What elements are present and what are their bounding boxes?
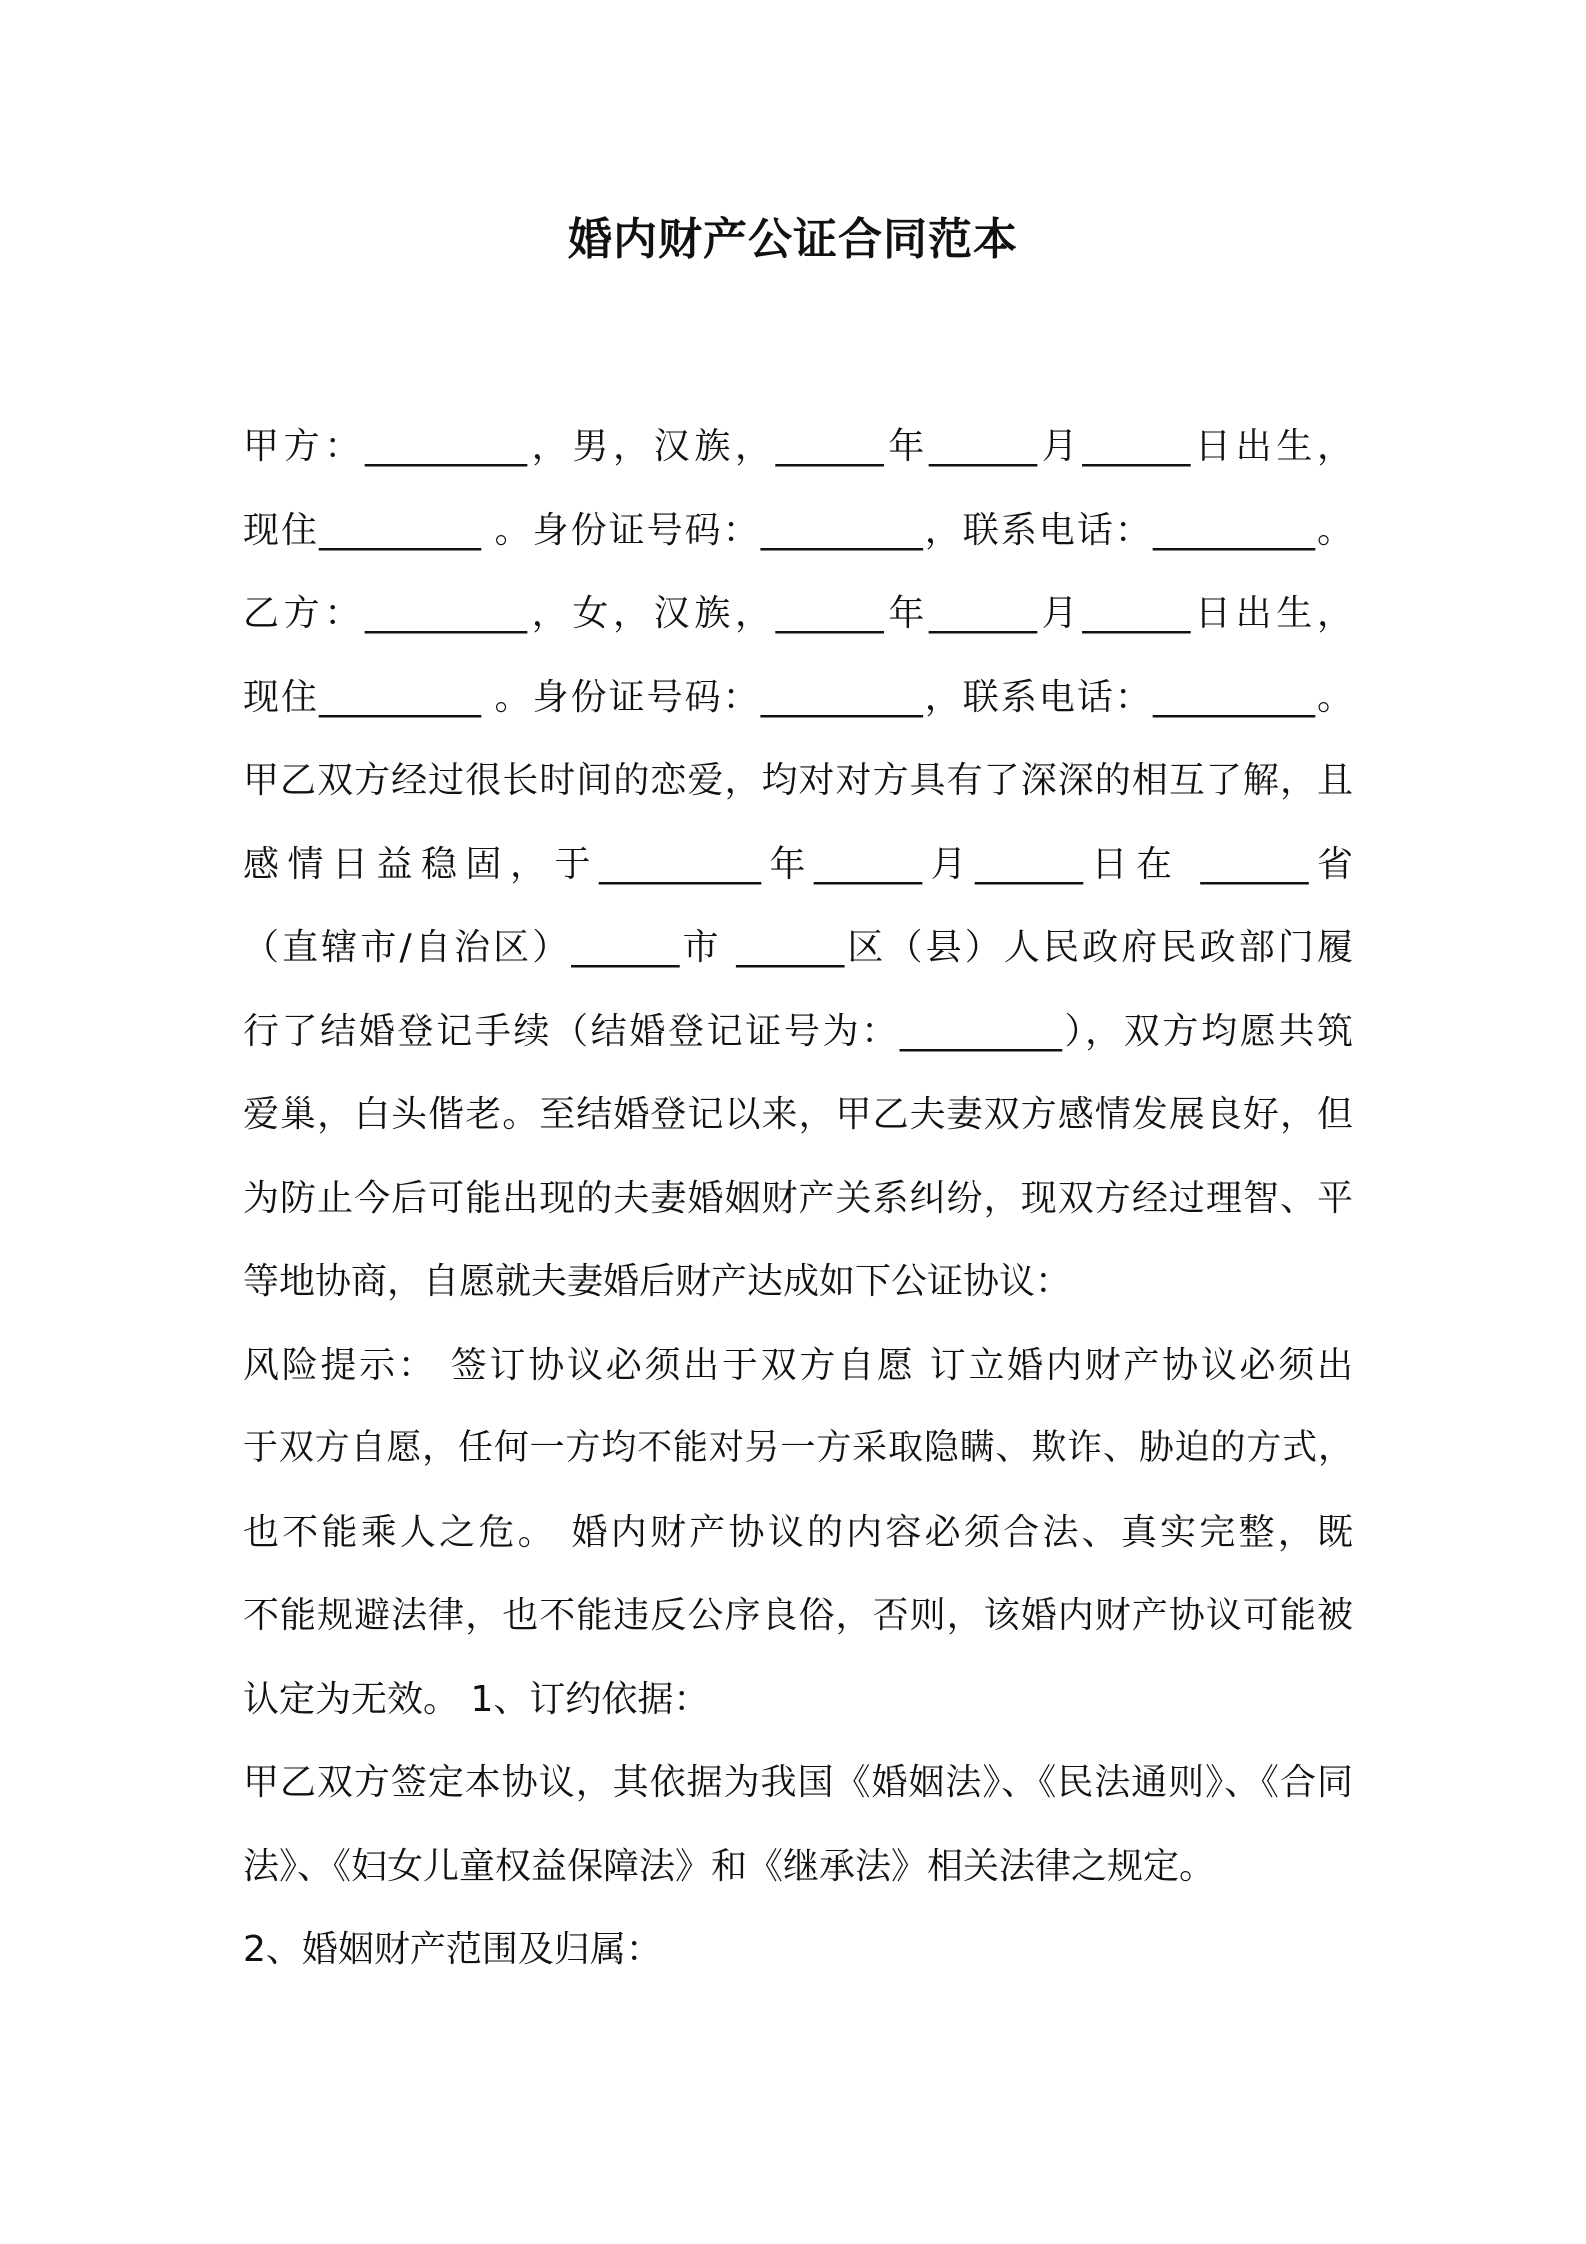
- party-b-line-1: 乙方：_________，女，汉族，______年______月______日出生，: [243, 593, 1353, 634]
- preamble-line-6: 为防止今后可能出现的夫妻婚姻财产关系纠纷，现双方经过理智、平: [243, 1177, 1353, 1219]
- risk-notice-line-4: 不能规避法律，也不能违反公序良俗，否则，该婚内财产协议可能被: [243, 1595, 1353, 1636]
- preamble-line-5: 爱巢，白头偕老。至结婚登记以来，甲乙夫妻双方感情发展良好，但: [243, 1094, 1353, 1135]
- party-a-line-1: 甲方：_________，男，汉族，______年______月______日出生，: [243, 426, 1353, 467]
- section-2-heading: 2、婚姻财产范围及归属：: [243, 1929, 662, 1970]
- risk-notice-line-2: 于双方自愿，任何一方均不能对另一方采取隐瞒、欺诈、胁迫的方式，: [243, 1428, 1353, 1468]
- preamble-line-4: 行了结婚登记手续（结婚登记证号为：_________），双方均愿共筑: [243, 1010, 1353, 1052]
- preamble-line-7: 等地协商，自愿就夫妻婚后财产达成如下公证协议：: [243, 1261, 1072, 1302]
- preamble-line-3: （直辖市/自治区）______市 ______区（县）人民政府民政部门履: [243, 927, 1353, 968]
- risk-notice-line-5: 认定为无效。 1、订约依据：: [243, 1678, 710, 1720]
- document-body: [243, 405, 1353, 1992]
- risk-notice-line-3: 也不能乘人之危。 婚内财产协议的内容必须合法、真实完整，既: [243, 1511, 1353, 1553]
- preamble-line-1: 甲乙双方经过很长时间的恋爱，均对对方具有了深深的相互了解，且: [243, 760, 1353, 801]
- document-title: 婚内财产公证合同范本: [568, 214, 1018, 265]
- preamble-line-2: 感情日益稳固，于_________年______月______日在 ______省: [243, 843, 1353, 885]
- basis-line-1: 甲乙双方签定本协议，其依据为我国《婚姻法》、《民法通则》、《合同: [243, 1762, 1353, 1803]
- party-b-line-2: 现住_________ 。身份证号码：_________，联系电话：_________。: [243, 676, 1353, 718]
- basis-line-2: 法》、《妇女儿童权益保障法》和《继承法》相关法律之规定。: [243, 1845, 1216, 1887]
- party-a-line-2: 现住_________ 。身份证号码：_________，联系电话：_________。: [243, 509, 1353, 551]
- risk-notice-line-1: 风险提示： 签订协议必须出于双方自愿 订立婚内财产协议必须出: [243, 1344, 1353, 1386]
